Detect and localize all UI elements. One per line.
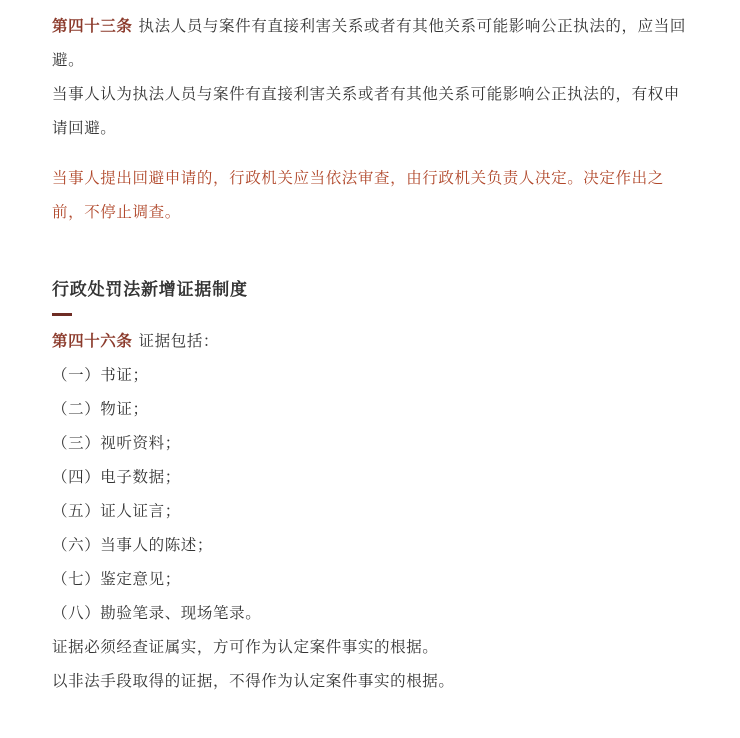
section-title: 行政处罚法新增证据制度 — [52, 280, 248, 300]
article-43-p2-line1: 当事人认为执法人员与案件有直接利害关系或者有其他关系可能影响公正执法的，有权申 — [52, 85, 680, 103]
article-46-closing-1: 证据必须经查证属实，方可作为认定案件事实的根据。 — [52, 638, 439, 656]
article-43-p3-line2: 前，不停止调查。 — [52, 203, 181, 221]
section-title-underline — [52, 313, 72, 316]
evidence-item-2: （二）物证； — [52, 400, 149, 418]
evidence-item-8: （八）勘验笔录、现场笔录。 — [52, 604, 262, 622]
evidence-item-5: （五）证人证言； — [52, 502, 181, 520]
evidence-item-1: （一）书证； — [52, 366, 149, 384]
article-43-text-line2: 避。 — [52, 51, 85, 69]
evidence-item-6: （六）当事人的陈述； — [52, 536, 214, 554]
article-46-closing-2: 以非法手段取得的证据，不得作为认定案件事实的根据。 — [52, 672, 455, 690]
article-43-p2-line2: 请回避。 — [52, 119, 117, 137]
article-43-paragraph-3 — [52, 161, 717, 229]
evidence-item-3: （三）视听资料； — [52, 434, 181, 452]
article-43-text-line1: 执法人员与案件有直接利害关系或者有其他关系可能影响公正执法的，应当回 — [138, 17, 686, 35]
evidence-item-4: （四）电子数据； — [52, 468, 181, 486]
article-43-number: 第四十三条 — [52, 17, 133, 35]
article-43-paragraph — [52, 9, 717, 77]
article-46-intro-text: 证据包括： — [138, 332, 220, 350]
article-43-p3-line1: 当事人提出回避申请的，行政机关应当依法审查，由行政机关负责人决定。决定作出之 — [52, 169, 664, 187]
evidence-item-7: （七）鉴定意见； — [52, 570, 181, 588]
article-content — [52, 0, 717, 698]
article-46-intro — [52, 324, 717, 358]
article-43-paragraph-2 — [52, 77, 717, 145]
article-46-number: 第四十六条 — [52, 332, 133, 350]
